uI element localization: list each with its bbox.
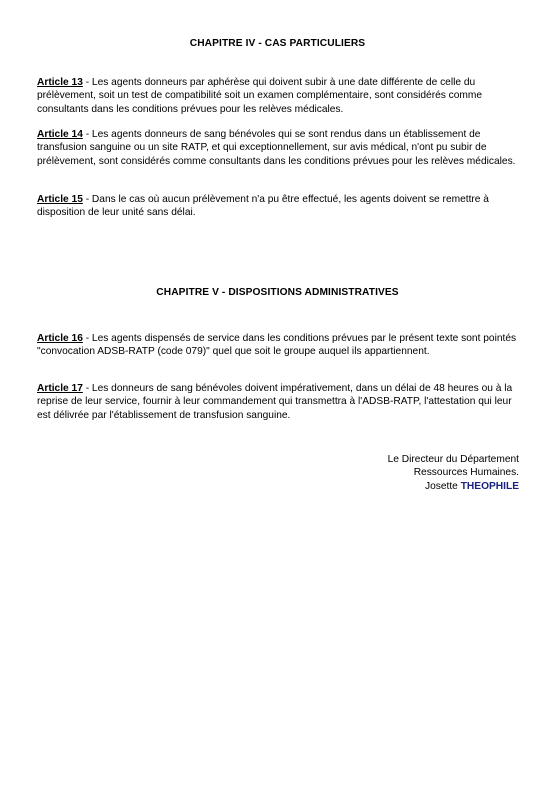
article-14-text: - Les agents donneurs de sang bénévoles qui se sont rendus dans un établissement de transfusion sanguine ou un site RATP, et qui exceptionnellement, sur avis médical, n'ont pu subir de prélèvement, sont considérés comme consultants dans les conditions prévues pour les relèves médicales. xyxy=(37,129,516,167)
article-17 xyxy=(37,382,519,422)
article-16-label: Article 16 xyxy=(37,333,83,344)
signature-first-name: Josette xyxy=(425,480,461,492)
article-15 xyxy=(37,193,519,220)
signature-block xyxy=(388,453,519,493)
article-17-text: - Les donneurs de sang bénévoles doivent impérativement, dans un délai de 48 heures ou à la reprise de leur service, fournir à leur commandement qui transmettra à l'ADSB-RATP, l'attestation qui leur est délivrée par l'établissement de transfusion sanguine. xyxy=(37,383,513,421)
article-15-text: - Dans le cas où aucun prélèvement n'a pu être effectué, les agents doivent se remettre à disposition de leur unité sans délai. xyxy=(37,194,489,219)
article-16 xyxy=(37,332,519,359)
article-13 xyxy=(37,76,519,116)
signature-title-line-1: Le Directeur du Département xyxy=(387,454,519,465)
chapter-5-title: CHAPITRE V - DISPOSITIONS ADMINISTRATIVES xyxy=(156,287,399,298)
article-15-label: Article 15 xyxy=(37,194,83,205)
signature-name-line xyxy=(388,480,519,493)
article-14-label: Article 14 xyxy=(37,129,83,140)
signature-last-name: THEOPHILE xyxy=(460,480,519,492)
chapter-4-title: CHAPITRE IV - CAS PARTICULIERS xyxy=(189,38,366,49)
article-13-label: Article 13 xyxy=(37,77,83,88)
article-17-label: Article 17 xyxy=(37,383,83,394)
article-13-text: - Les agents donneurs par aphérèse qui doivent subir à une date différente de celle du prélèvement, soit un test de compatibilité soit un examen complémentaire, sont considérés comme consultants dans les conditions prévues pour les relèves médicales. xyxy=(37,77,483,115)
article-16-text: - Les agents dispensés de service dans les conditions prévues par le présent texte sont pointés "convocation ADSB-RATP (code 079)" quel que soit le groupe auquel ils appartiennent. xyxy=(37,333,517,358)
article-14 xyxy=(37,128,519,168)
signature-title-line-2: Ressources Humaines. xyxy=(413,467,519,479)
